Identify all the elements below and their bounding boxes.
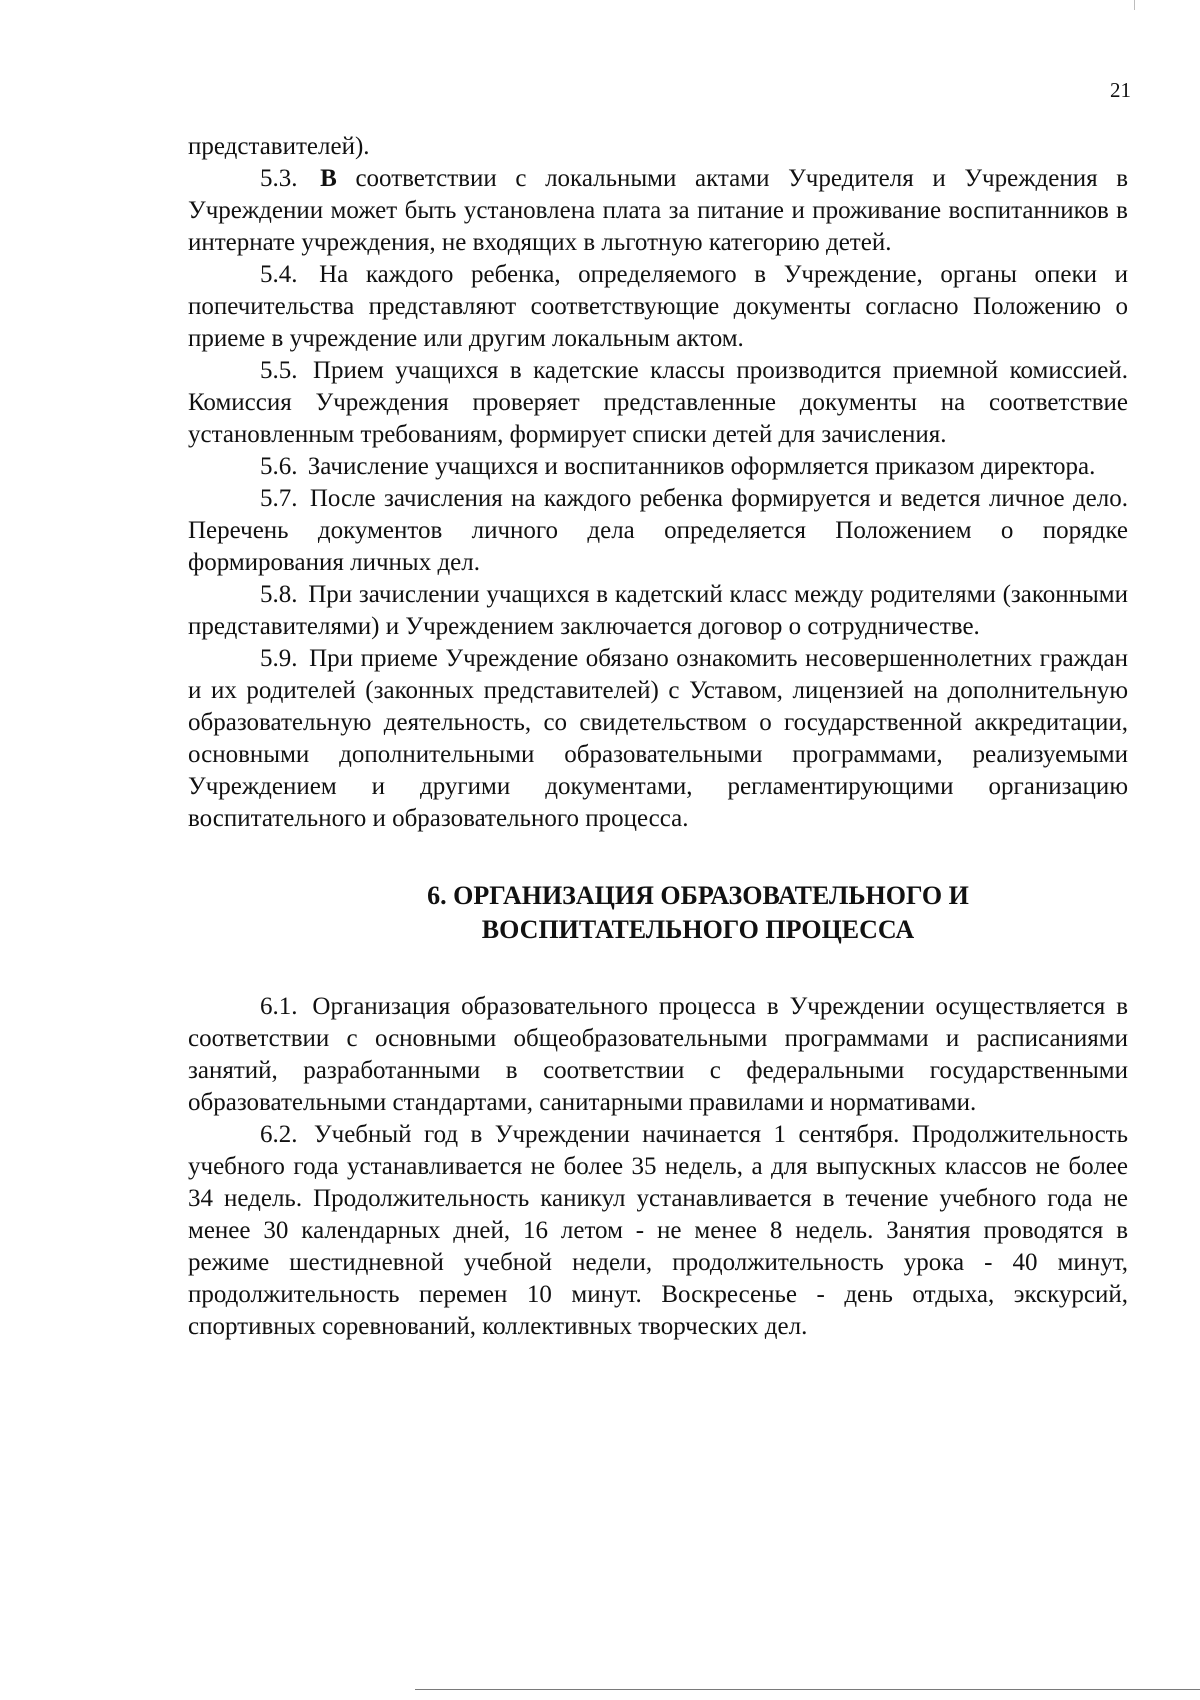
paragraph-number: 5.8. — [260, 581, 298, 608]
paragraph-5-7 — [188, 483, 1128, 579]
paragraph-5-5 — [188, 355, 1128, 451]
paragraph-bold-lead: В — [320, 165, 337, 192]
paragraph-number: 5.5. — [260, 357, 298, 384]
footer-rule — [415, 1689, 1200, 1690]
paragraph-number: 5.4. — [260, 261, 298, 288]
section-heading-line-1: 6. ОРГАНИЗАЦИЯ ОБРАЗОВАТЕЛЬНОГО И — [427, 881, 969, 910]
paragraph-text: При зачислении учащихся в кадетский класс между родителями (законными представителями) и Учреждением заключается договор о сотрудничестве. — [188, 581, 1129, 640]
paragraph-text: При приеме Учреждение обязано ознакомить несовершеннолетних граждан и их родителей (законных представителей) с Уставом, лицензией на дополнительную образовательную деятельность, со свидетельством о государственной аккредитации, основными дополнительными образовательными программами, реализуемыми Учреждением и другими документами, регламентирующими организацию воспитательного и образовательного процесса. — [188, 645, 1129, 832]
paragraph-5-6 — [188, 451, 1128, 483]
paragraph-number: 5.7. — [260, 485, 298, 512]
paragraph-continuation — [188, 131, 1128, 163]
paragraph-text: Организация образовательного процесса в Учреждении осуществляется в соответствии с основными общеобразовательными программами и расписаниями занятий, разработанными в соответствии с федеральными государственными образовательными стандартами, санитарными правилами и нормативами. — [188, 993, 1129, 1116]
paragraph-text: После зачисления на каждого ребенка формируется и ведется личное дело. Перечень документов личного дела определяется Положением о порядке формирования личных дел. — [188, 485, 1128, 576]
paragraph-text: Зачисление учащихся и воспитанников оформляется приказом директора. — [307, 453, 1096, 480]
paragraph-text: На каждого ребенка, определяемого в Учреждение, органы опеки и попечительства представляют соответствующие документы согласно Положению о приеме в учреждение или другим локальным актом. — [188, 261, 1129, 352]
paragraph-text: Прием учащихся в кадетские классы производится приемной комиссией. Комиссия Учреждения проверяет представленные документы на соответствие установленным требованиям, формирует списки детей для зачисления. — [188, 357, 1129, 448]
paragraph-number: 5.3. — [260, 165, 298, 192]
paragraph-number: 6.2. — [260, 1121, 298, 1148]
scan-edge-mark — [1134, 0, 1135, 10]
paragraph-5-3 — [188, 163, 1128, 259]
paragraph-6-1 — [188, 991, 1128, 1119]
paragraph-6-2 — [188, 1119, 1128, 1343]
paragraph-text: соответствии с локальными актами Учредителя и Учреждения в Учреждении может быть установлена плата за питание и проживание воспитанников в интернате учреждения, не входящих в льготную категорию детей. — [188, 165, 1129, 256]
paragraph-5-8 — [188, 579, 1128, 643]
paragraph-5-4 — [188, 259, 1128, 355]
page-number: 21 — [1110, 78, 1131, 102]
paragraph-number: 6.1. — [260, 993, 298, 1020]
section-heading — [188, 879, 1128, 947]
paragraph-text: Учебный год в Учреждении начинается 1 сентября. Продолжительность учебного года устанавливается не более 35 недель, а для выпускных классов не более 34 недель. Продолжительность каникул устанавливается в течение учебного года не менее 30 календарных дней, 16 летом - не менее 8 недель. Занятия проводятся в режиме шестидневной учебной недели, продолжительность урока - 40 минут, продолжительность перемен 10 минут. Воскресенье - день отдыха, экскурсий, спортивных соревнований, коллективных творческих дел. — [188, 1121, 1128, 1340]
paragraph-number: 5.9. — [260, 645, 298, 672]
document-body — [188, 131, 1128, 1343]
section-heading-line-2: ВОСПИТАТЕЛЬНОГО ПРОЦЕССА — [481, 915, 915, 944]
paragraph-text: представителей). — [188, 133, 370, 160]
paragraph-number: 5.6. — [260, 453, 298, 480]
paragraph-5-9 — [188, 643, 1128, 835]
